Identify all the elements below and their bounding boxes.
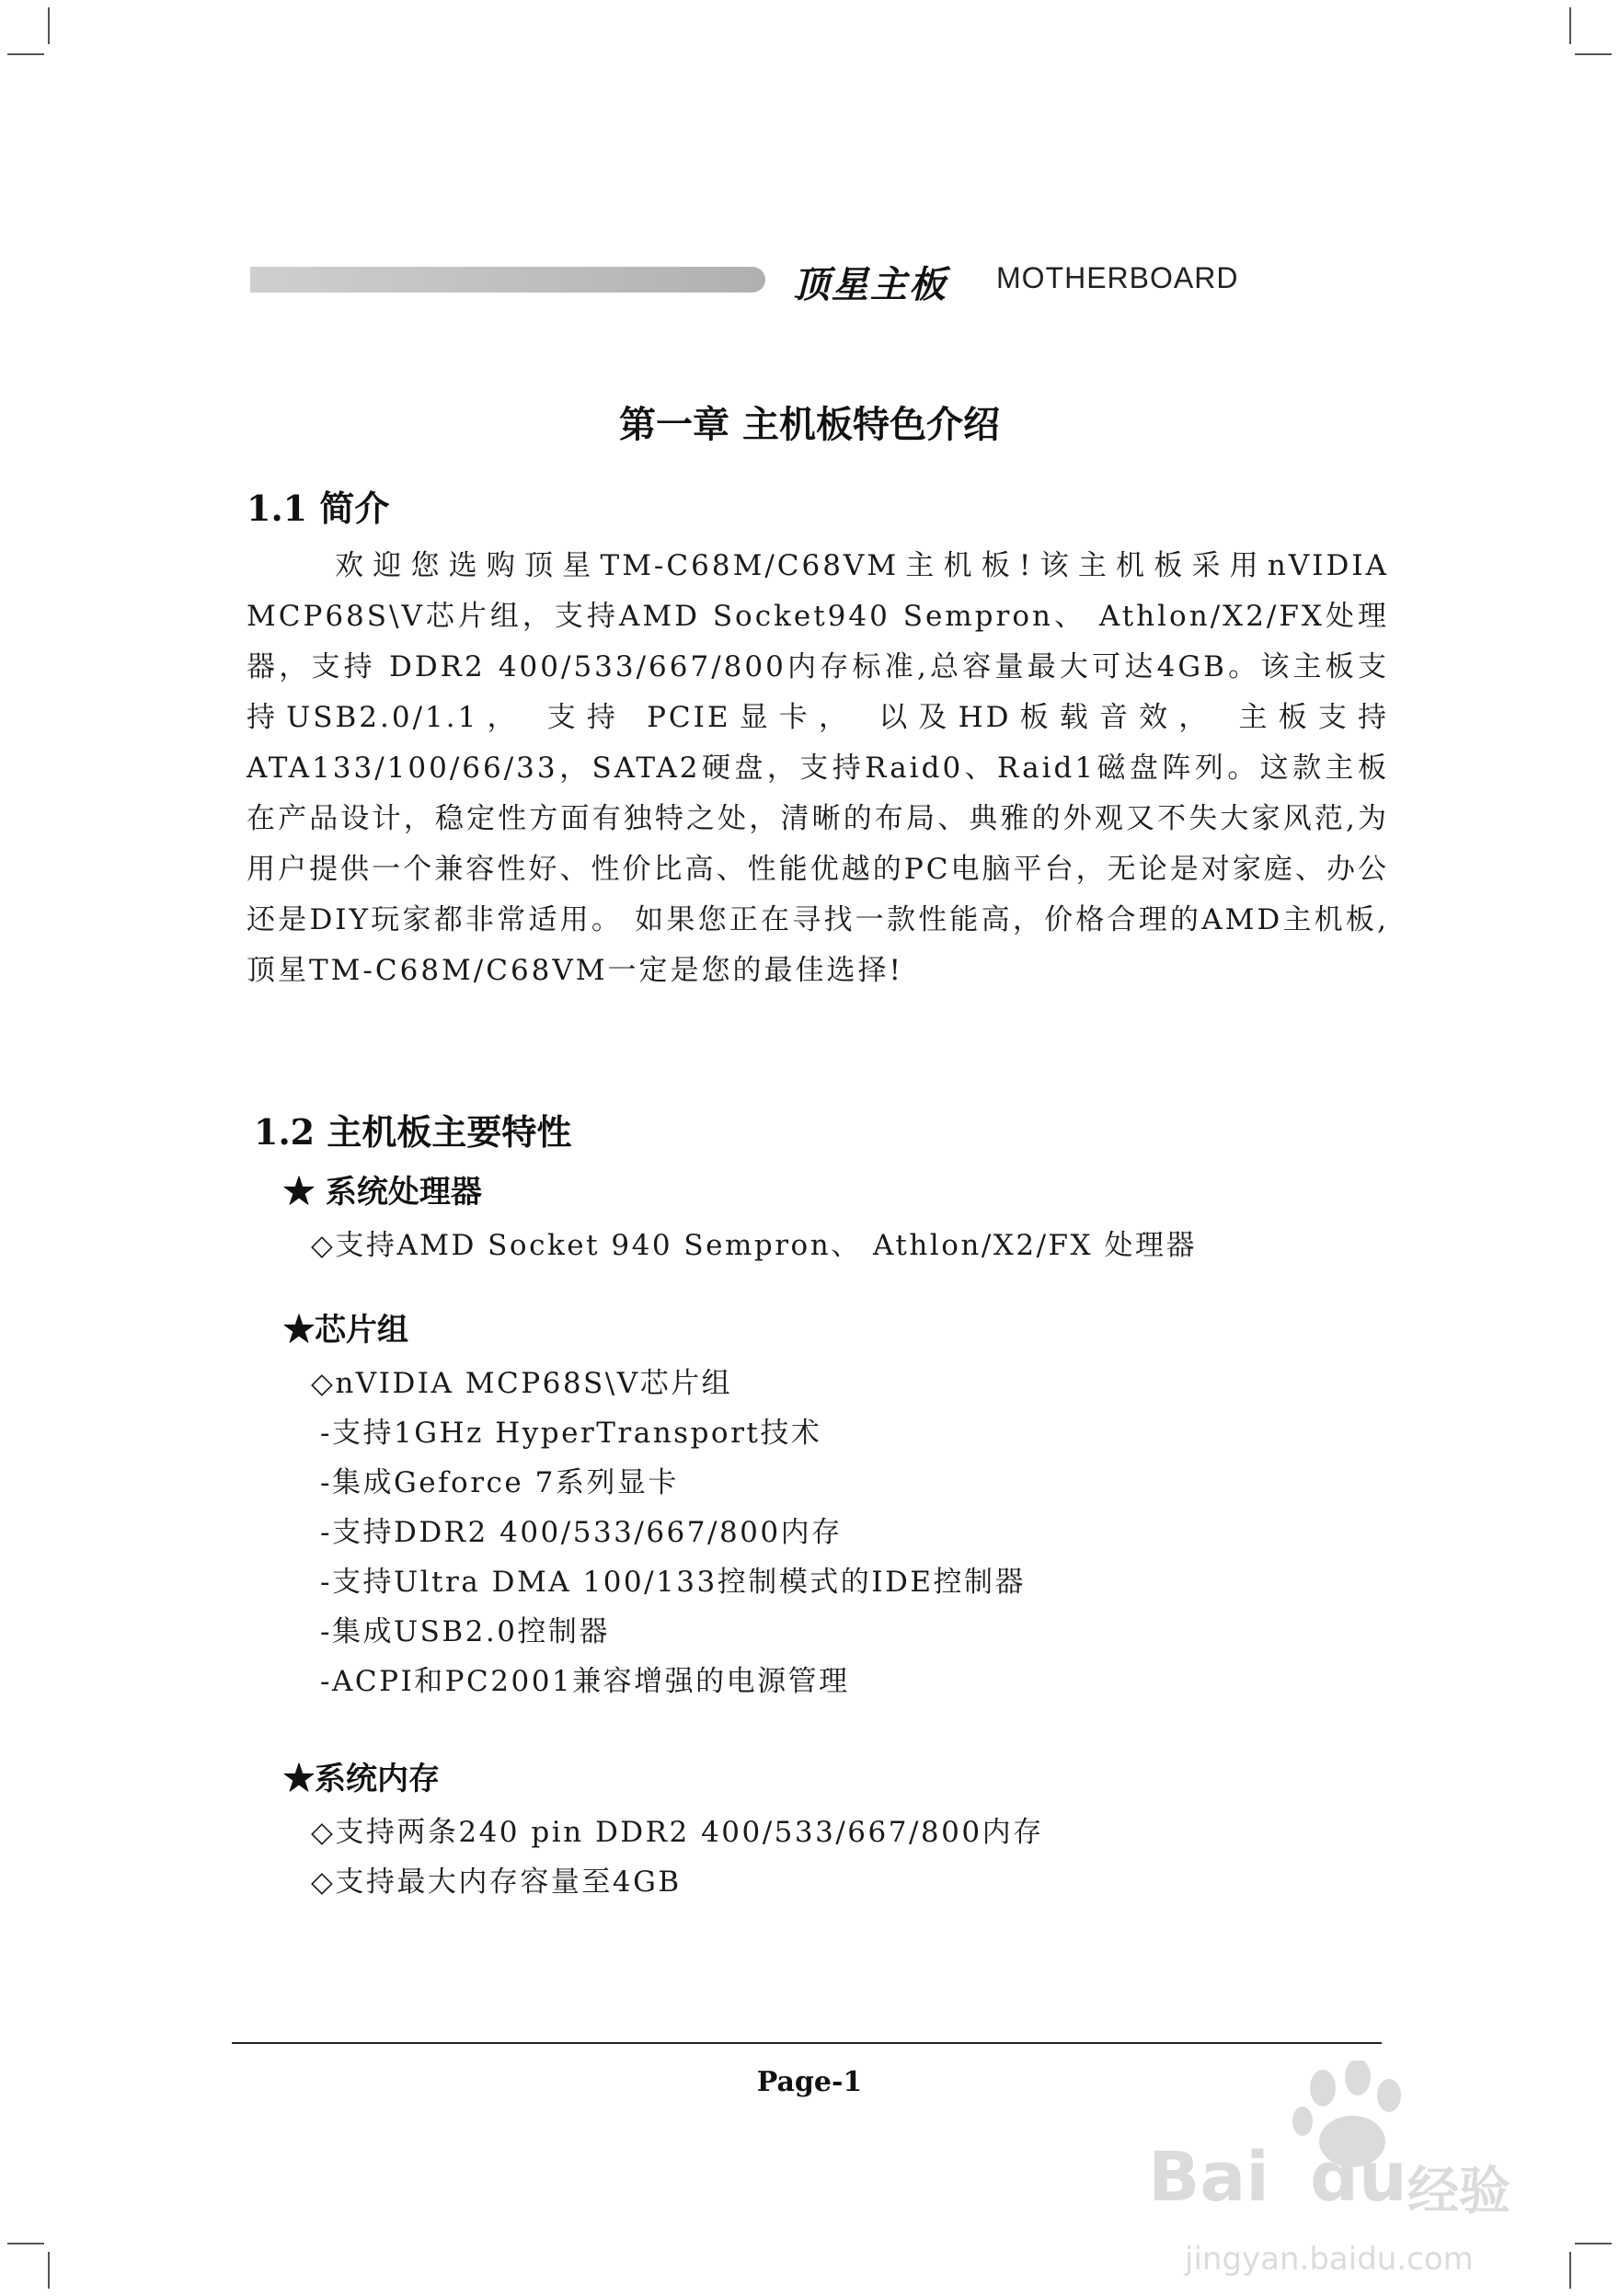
watermark-brand: Bai — [1148, 2138, 1269, 2217]
crop-mark-top-left-h — [7, 53, 44, 55]
header-brand-cn: 顶星主板 — [793, 264, 947, 306]
chipset-feature-line: -支持DDR2 400/533/667/800内存 — [320, 1516, 843, 1549]
features-section-title: 1.2 主机板主要特性 — [254, 1111, 572, 1153]
chipset-feature-line: ◇nVIDIA MCP68S\V芯片组 — [311, 1367, 733, 1400]
chipset-feature-line: -支持Ultra DMA 100/133控制模式的IDE控制器 — [320, 1566, 1026, 1599]
intro-paragraph: 欢迎您选购顶星TM-C68M/C68VM主机板!该主机板采用nVIDIA MCP68S\V芯片组，支持AMD Socket940 Sempron、 Athlon/X2/FX处理器，支持 DDR2 400/533/667/800内存标准,总容量最大可达4GB。该主板支持USB2.0/1.1， 支持 PCIE显卡， 以及HD板载音效， 主板支持ATA133/100/66/33，SATA2硬盘，支持Raid0、Raid1磁盘阵列。这款主板在产品设计，稳定性方面有独特之处，清晰的布局、典雅的外观又不失大家风范,为用户提供一个兼容性好、性价比高、性能优越的PC电脑平台，无论是对家庭、办公还是DIY玩家都非常适用。 如果您正在寻找一款性能高，价格合理的AMD主机板,顶星TM-C68M/C68VM一定是您的最佳选择! — [247, 549, 1389, 987]
memory-feature-line: ◇支持两条240 pin DDR2 400/533/667/800内存 — [311, 1816, 1044, 1849]
intro-section-title: 1.1 简介 — [247, 488, 390, 529]
watermark-label: 经验 — [1407, 2162, 1510, 2221]
chapter-title: 第一章 主机板特色介绍 — [619, 403, 1000, 446]
chipset-feature-line: -ACPI和PC2001兼容增强的电源管理 — [320, 1665, 850, 1698]
chipset-feature-line: -集成USB2.0控制器 — [320, 1615, 610, 1648]
watermark-url: jingyan.baidu.com — [1185, 2241, 1474, 2278]
crop-mark-top-right-h — [1575, 53, 1612, 55]
crop-mark-top-right — [1569, 7, 1571, 44]
header-brand-en: MOTHERBOARD — [996, 261, 1239, 294]
crop-mark-top-left — [48, 7, 50, 44]
memory-feature-line: ◇支持最大内存容量至4GB — [311, 1866, 682, 1899]
watermark-brand-du: du — [1310, 2138, 1407, 2217]
crop-mark-bottom-right-h — [1575, 2243, 1612, 2244]
header-bar — [250, 267, 765, 293]
memory-feature-title: ★系统内存 — [283, 1761, 440, 1797]
page-number: Page-1 — [756, 2066, 863, 2098]
chipset-feature-line: -集成Geforce 7系列显卡 — [320, 1466, 679, 1499]
intro-paragraph-block — [247, 541, 1389, 996]
chipset-feature-line: -支持1GHz HyperTransport技术 — [320, 1417, 822, 1450]
crop-mark-bottom-right — [1569, 2252, 1571, 2289]
crop-mark-bottom-left — [48, 2252, 50, 2289]
cpu-feature-line: ◇支持AMD Socket 940 Sempron、 Athlon/X2/FX 处理器 — [311, 1229, 1197, 1262]
baidu-watermark — [1148, 2061, 1534, 2290]
crop-mark-bottom-left-h — [7, 2243, 44, 2244]
footer-rule — [232, 2042, 1382, 2044]
cpu-feature-title: ★ 系统处理器 — [283, 1174, 482, 1211]
chipset-feature-title: ★芯片组 — [283, 1312, 408, 1349]
